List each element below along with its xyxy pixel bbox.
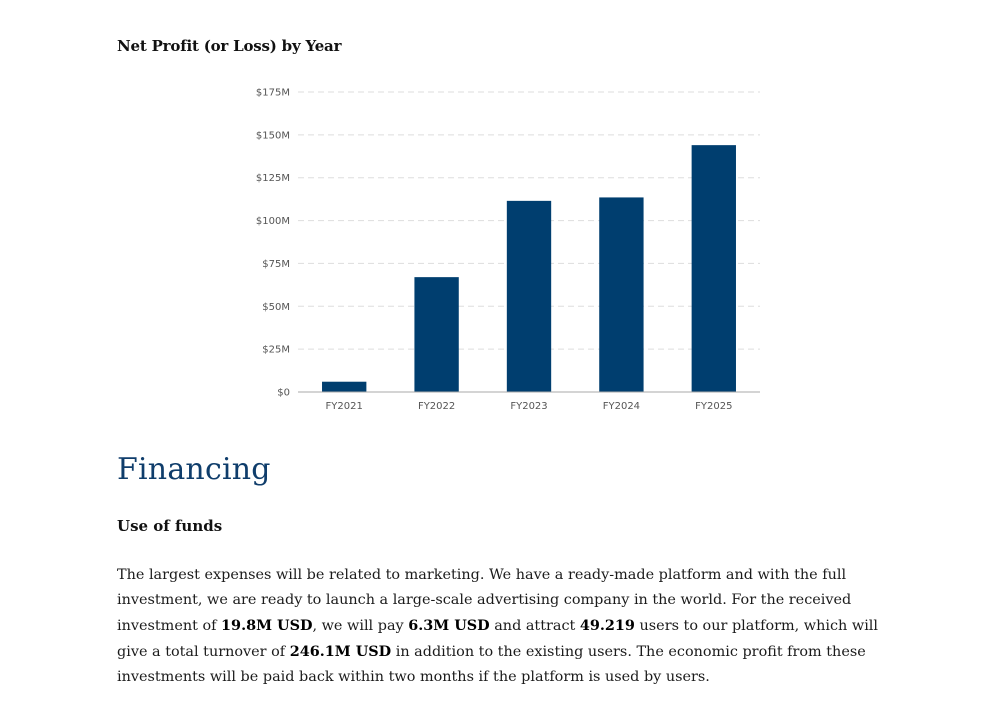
x-tick-label: FY2021 (325, 401, 363, 412)
y-tick-label: $100M (255, 216, 290, 228)
investment-amount: 19.8M USD (221, 617, 313, 634)
user-count: 49.219 (579, 617, 635, 634)
chart-tick-labels (256, 88, 733, 413)
bar-fy2023 (507, 201, 551, 392)
chart-section-heading: Net Profit (or Loss) by Year (117, 37, 342, 55)
bar-fy2024 (599, 197, 643, 392)
paragraph-text: users to our platform, which will give a total turnover of (117, 618, 878, 660)
y-tick-label: $75M (262, 258, 290, 270)
x-tick-label: FY2022 (417, 401, 456, 412)
bar-fy2021 (322, 382, 366, 392)
x-tick-label: FY2024 (602, 401, 641, 412)
y-tick-label: $25M (262, 344, 290, 356)
use-of-funds-heading: Use of funds (117, 517, 223, 535)
turnover-amount: 246.1M USD (289, 643, 392, 660)
paragraph-text: The largest expenses will be related to marketing. We have a ready-made platform and with the full investment, we are ready to launch a large-scale advertising company in the world. For the received investment of (117, 567, 852, 634)
paragraph-text: and attract (489, 618, 580, 634)
use-of-funds-paragraph (117, 563, 882, 690)
bar-fy2022 (414, 277, 458, 392)
y-tick-label: $50M (262, 301, 290, 313)
y-tick-label: $0 (277, 387, 290, 399)
paragraph-text: , we will pay (312, 618, 409, 634)
net-profit-chart (230, 72, 770, 432)
paragraph-text: in addition to the existing users. The economic profit from these investments will be paid back within two months if the platform is used by users. (117, 644, 866, 685)
net-profit-bar-chart (230, 72, 770, 432)
chart-bars (322, 145, 736, 392)
y-tick-label: $175M (255, 87, 290, 99)
marketing-spend-amount: 6.3M USD (408, 617, 490, 634)
x-tick-label: FY2025 (695, 401, 733, 412)
y-tick-label: $150M (255, 130, 290, 142)
bar-fy2025 (692, 145, 736, 392)
x-tick-label: FY2023 (510, 401, 548, 412)
y-tick-label: $125M (255, 173, 290, 185)
financing-title: Financing (117, 452, 271, 487)
